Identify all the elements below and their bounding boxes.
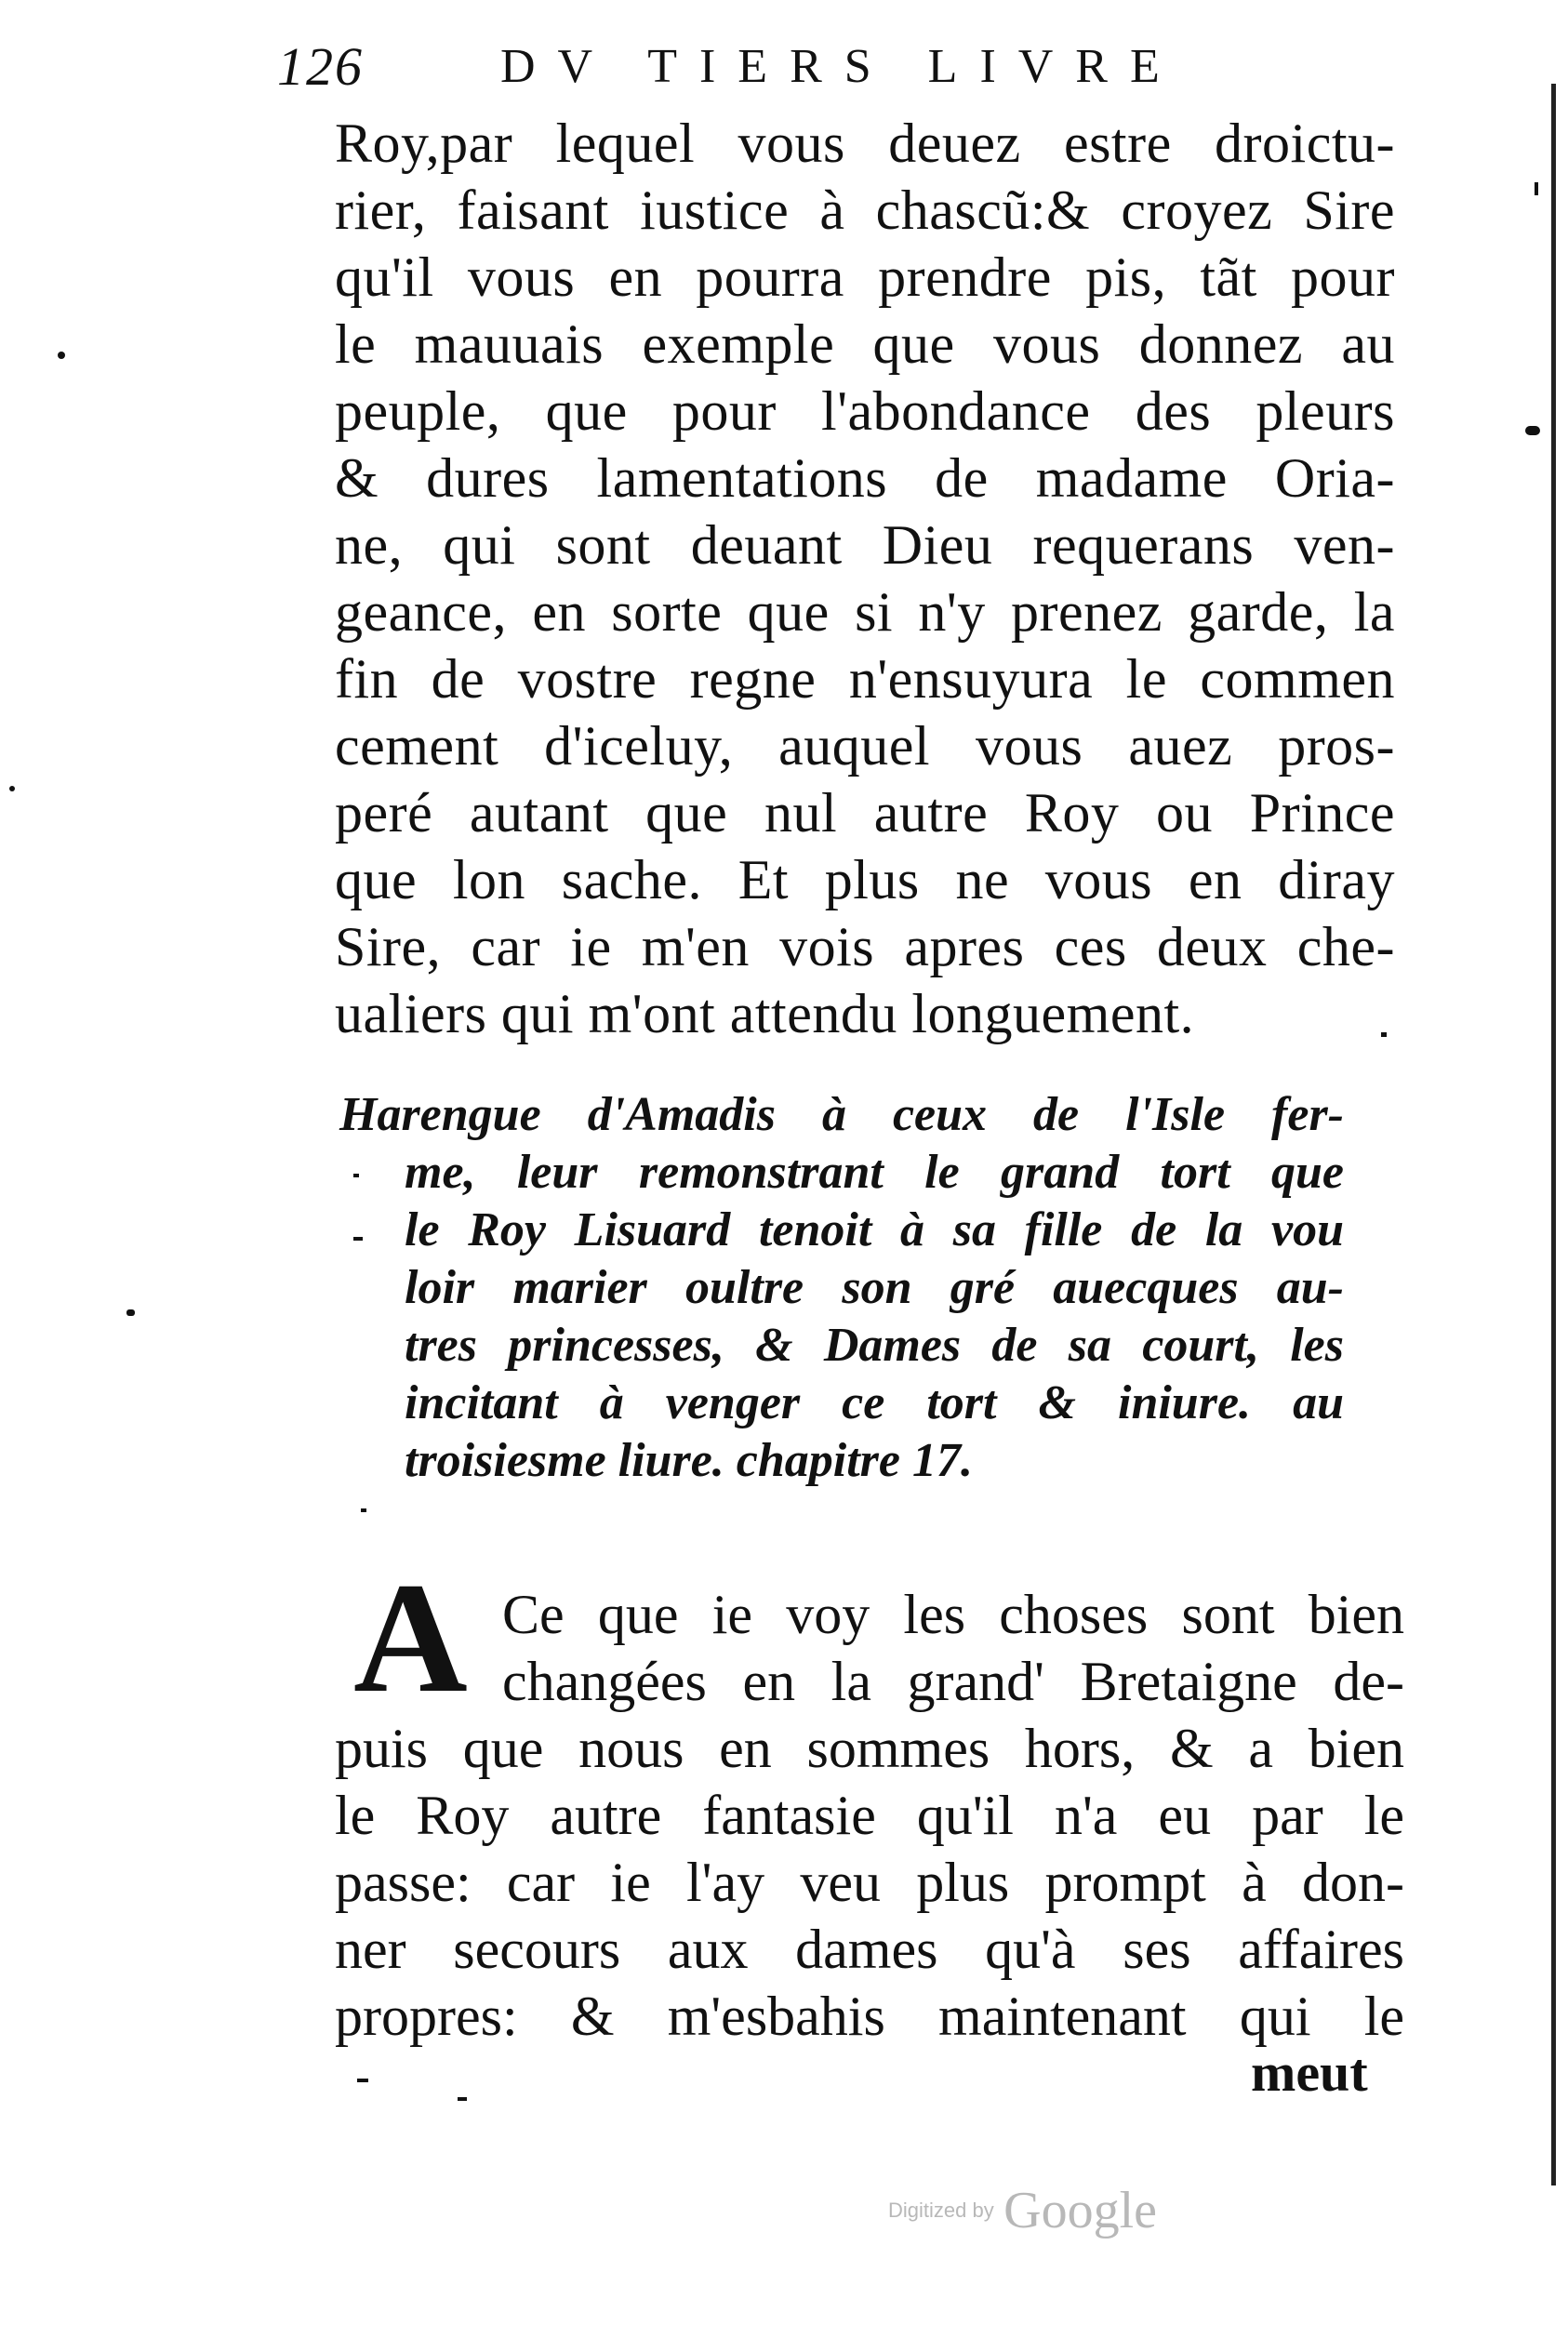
heading-line: incitant à venger ce tort & iniure. au xyxy=(405,1376,1344,1429)
page-number: 126 xyxy=(277,36,364,97)
heading-line: Harengue d'Amadis à ceux de l'Isle fer- xyxy=(339,1088,1344,1141)
text-line: geance, en sorte que si n'y prenez garde, la xyxy=(335,581,1395,643)
text-line: changées en la grand' Bretaigne de- xyxy=(502,1651,1404,1712)
chapter-heading xyxy=(339,1086,1344,1490)
text-line: le Roy autre fantasie qu'il n'a eu par le xyxy=(335,1785,1404,1846)
text-line: rier, faisant iustice à chascũ:& croyez Sire xyxy=(335,179,1395,241)
heading-line: troisiesme liure. chapitre 17. xyxy=(405,1434,973,1487)
heading-line: tres princesses, & Dames de sa court, les xyxy=(405,1319,1344,1372)
text-line: puis que nous en sommes hors, & a bien xyxy=(335,1718,1404,1779)
text-line: que lon sache. Et plus ne vous en diray xyxy=(335,849,1395,910)
scan-speck xyxy=(1381,1032,1387,1037)
scan-speck xyxy=(357,2079,368,2082)
text-line: fin de vostre regne n'ensuyura le commen xyxy=(335,648,1395,710)
scan-speck xyxy=(361,1508,366,1512)
text-line: le mauuais exemple que vous donnez au xyxy=(335,313,1395,375)
watermark-prefix: Digitized by xyxy=(888,2199,994,2222)
scan-speck xyxy=(353,1237,363,1241)
text-line: Sire, car ie m'en vois apres ces deux che- xyxy=(335,916,1395,977)
scan-speck xyxy=(458,2097,467,2101)
body-paragraph xyxy=(335,110,1395,1047)
text-line: ne, qui sont deuant Dieu requerans ven- xyxy=(335,514,1395,576)
scan-speck xyxy=(58,352,65,359)
running-title: DV TIERS LIVRE xyxy=(500,40,1182,93)
second-paragraph xyxy=(335,1550,1404,2050)
google-logo: Google xyxy=(1003,2182,1158,2239)
scan-speck xyxy=(9,786,15,791)
text-line: ner secours aux dames qu'à ses affaires xyxy=(335,1919,1404,1980)
heading-line: me, leur remonstrant le grand tort que xyxy=(405,1146,1344,1199)
text-line: Roy,par lequel vous deuez estre droictu- xyxy=(335,113,1395,174)
page-edge-rule xyxy=(1551,84,1556,2186)
scan-speck xyxy=(1525,426,1540,435)
scan-speck xyxy=(1535,182,1538,195)
scan-speck xyxy=(126,1309,135,1316)
scan-speck xyxy=(353,1174,359,1177)
heading-line: loir marier oultre son gré auecques au- xyxy=(405,1261,1344,1314)
text-line: passe: car ie l'ay veu plus prompt à don- xyxy=(335,1852,1404,1913)
running-header xyxy=(277,35,1207,100)
text-line: peuple, que pour l'abondance des pleurs xyxy=(335,380,1395,442)
text-line: & dures lamentations de madame Oria- xyxy=(335,447,1395,509)
google-watermark xyxy=(888,2181,1260,2255)
text-line: peré autant que nul autre Roy ou Prince xyxy=(335,782,1395,844)
text-line: ualiers qui m'ont attendu longuement. xyxy=(335,983,1195,1044)
text-line: qu'il vous en pourra prendre pis, tãt pour xyxy=(335,246,1395,308)
text-line: cement d'iceluy, auquel vous auez pros- xyxy=(335,715,1395,777)
heading-line: le Roy Lisuard tenoit à sa fille de la vou xyxy=(405,1203,1344,1256)
catchword: meut xyxy=(1251,2042,1368,2103)
text-line: Ce que ie voy les choses sont bien xyxy=(502,1584,1404,1645)
text-line: propres: & m'esbahis maintenant qui le xyxy=(335,1986,1404,2047)
drop-cap: A xyxy=(353,1550,468,1725)
